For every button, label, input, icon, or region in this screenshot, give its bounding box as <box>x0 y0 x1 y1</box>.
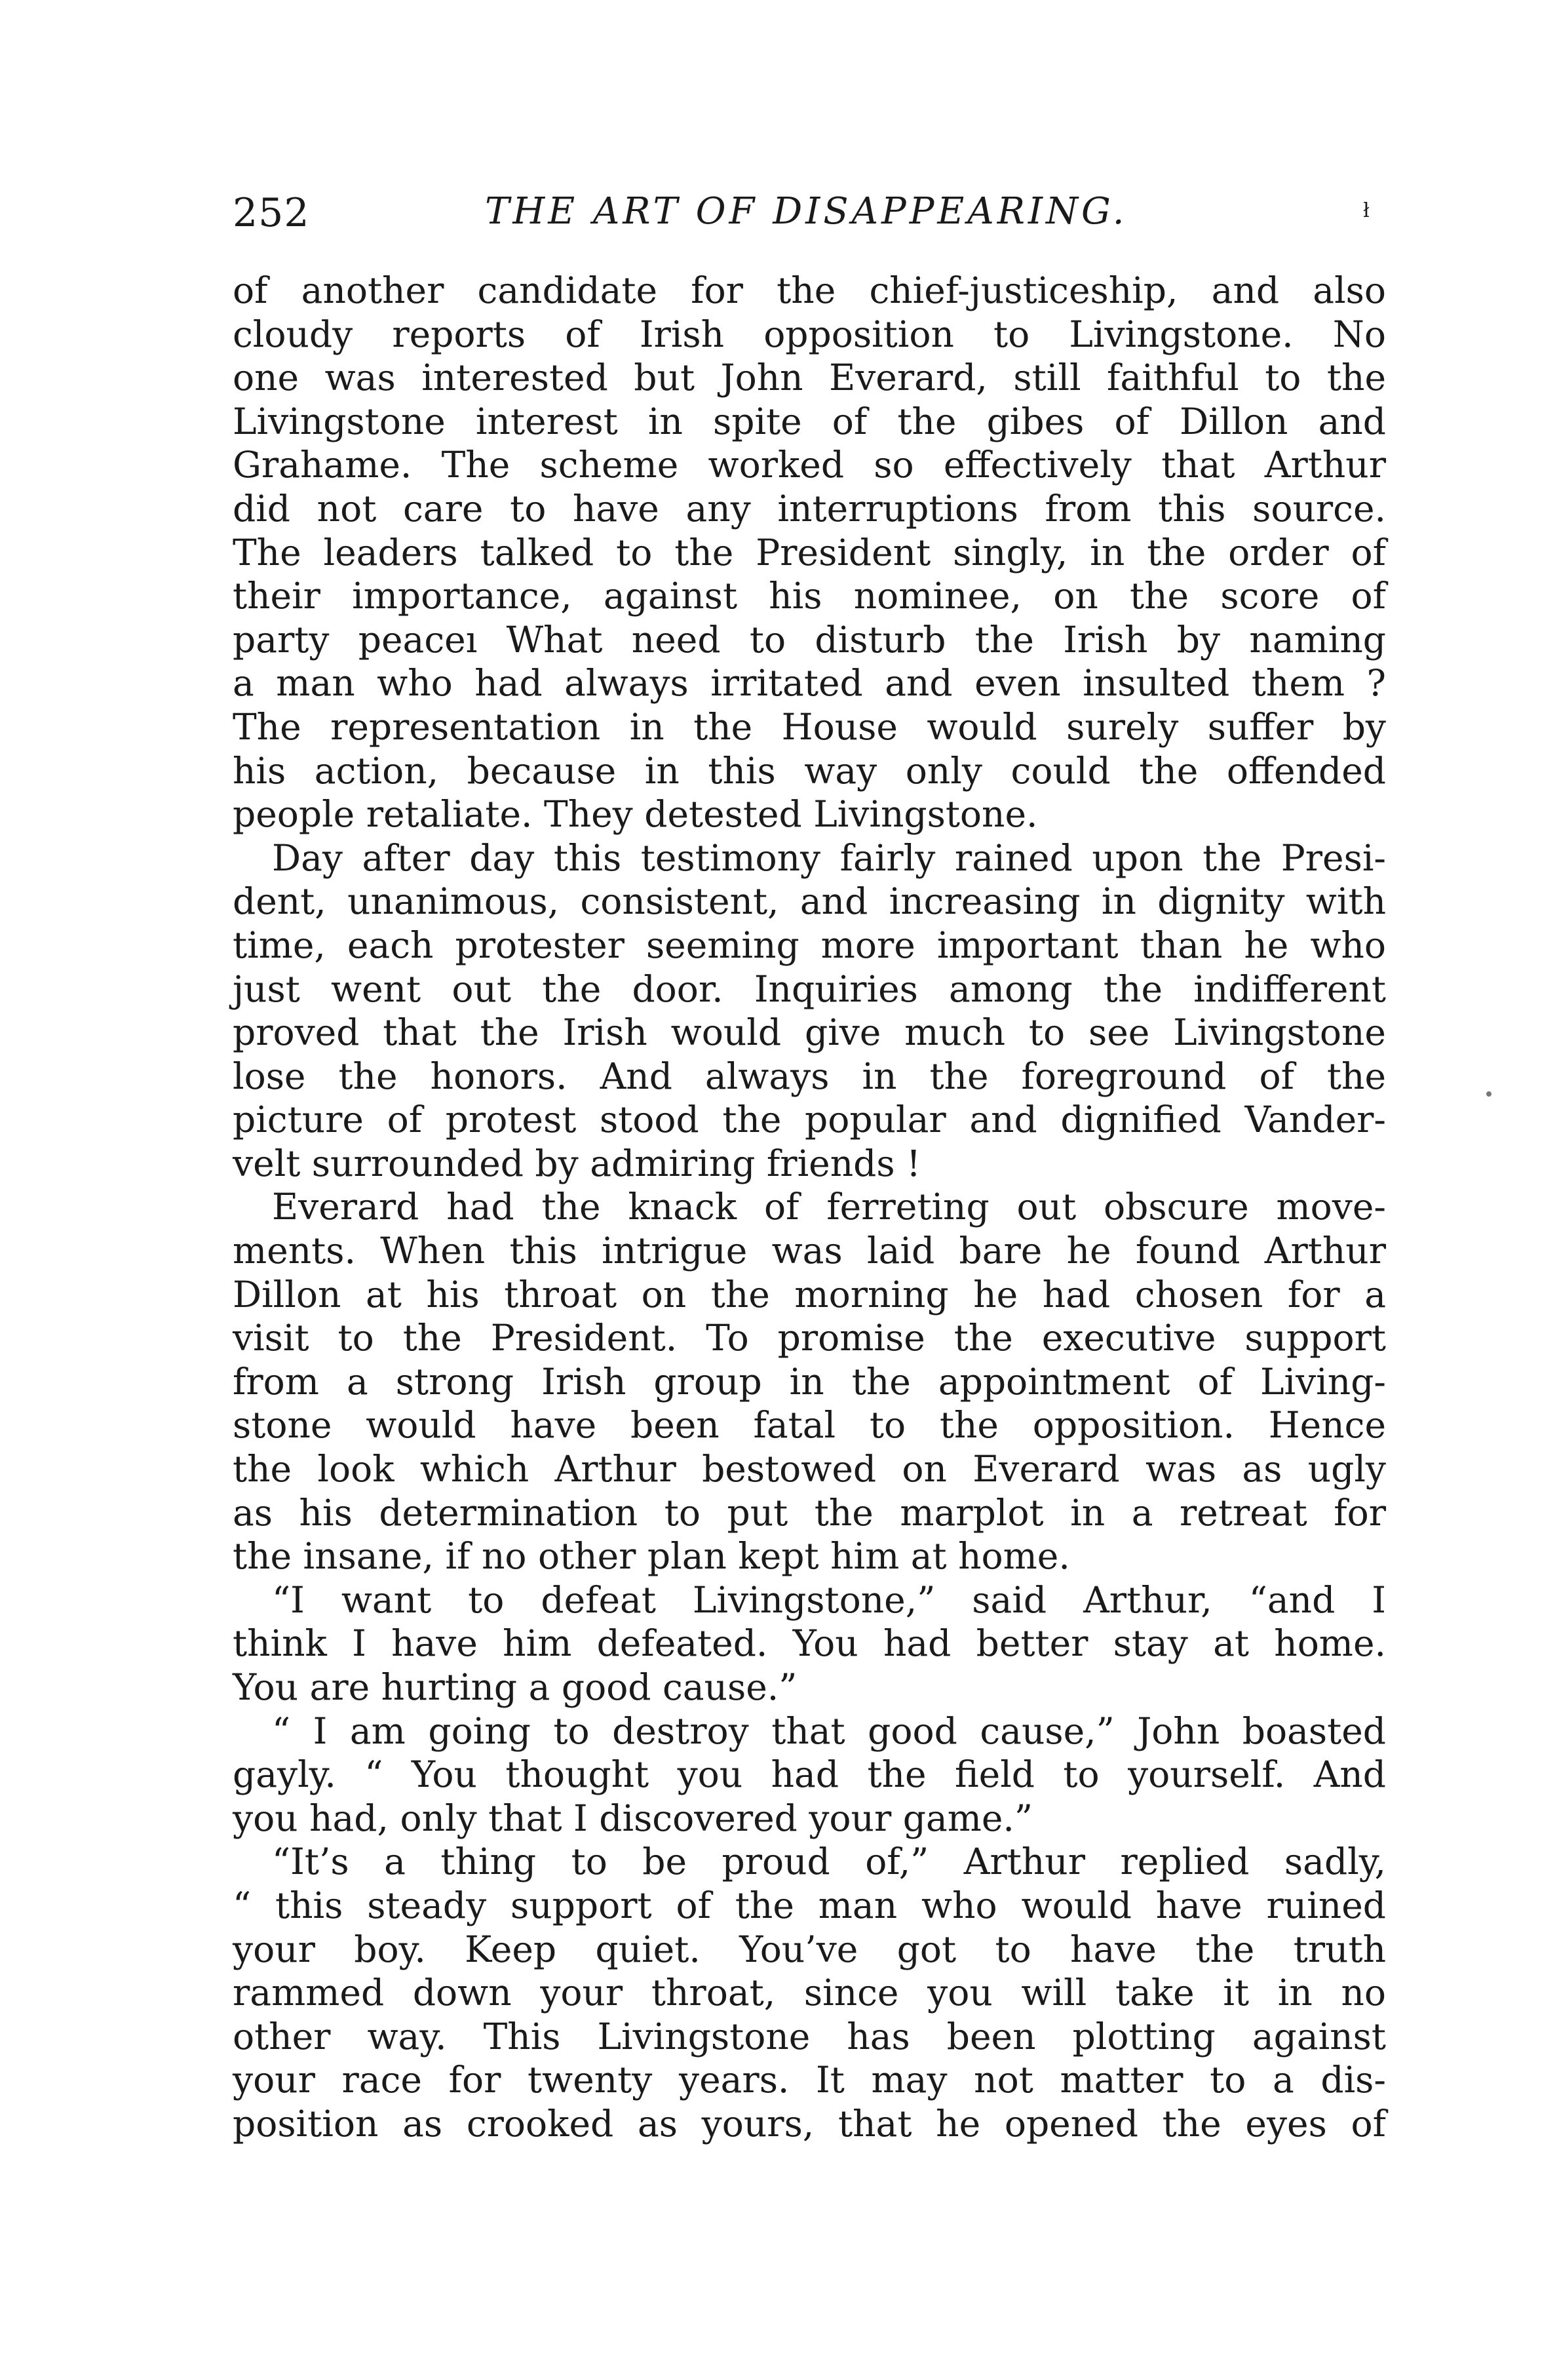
text-line: as his determination to put the marplot in a retreat for <box>233 1491 1386 1534</box>
text-line: the look which Arthur bestowed on Everard was as ugly <box>233 1448 1386 1491</box>
text-line: “ I am going to destroy that good cause,” John boasted <box>272 1709 1386 1752</box>
text-line: party peaceı What need to disturb the Irish by naming <box>233 618 1386 661</box>
text-line: The representation in the House would surely suffer by <box>233 705 1386 748</box>
text-line: a man who had always irritated and even insulted them ? <box>233 662 1386 705</box>
text-line: your race for twenty years. It may not matter to a dis- <box>233 2059 1386 2101</box>
page-header <box>233 190 1399 249</box>
text-line: time, each protester seeming more important than he who <box>233 924 1386 966</box>
text-line: dent, unanimous, consistent, and increasing in dignity with <box>233 880 1386 923</box>
text-line: gayly. “ You thought you had the field to yourself. And <box>233 1753 1386 1796</box>
text-line: Grahame. The scheme worked so effectively that Arthur <box>233 444 1386 486</box>
text-line: Everard had the knack of ferreting out obscure move- <box>272 1186 1386 1228</box>
text-line: “It’s a thing to be proud of,” Arthur replied sadly, <box>272 1841 1386 1883</box>
text-line: proved that the Irish would give much to see Livingstone <box>233 1011 1386 1054</box>
text-line: one was interested but John Everard, still faithful to the <box>233 357 1386 399</box>
text-line: velt surrounded by admiring friends ! <box>233 1142 921 1184</box>
text-line: your boy. Keep quiet. You’ve got to have the truth <box>233 1928 1386 1970</box>
text-line: you had, only that I discovered your game.” <box>233 1797 1033 1839</box>
running-title: THE ART OF DISAPPEARING. <box>485 190 1128 233</box>
text-line: lose the honors. And always in the foreground of the <box>233 1055 1386 1097</box>
print-speck <box>1486 1091 1492 1097</box>
text-line: position as crooked as yours, that he opened the eyes of <box>233 2102 1386 2145</box>
text-line: of another candidate for the chief-justiceship, and also <box>233 269 1386 311</box>
header-mark: ł <box>1363 199 1370 222</box>
text-line: Livingstone interest in spite of the gibes of Dillon and <box>233 400 1386 442</box>
text-line: people retaliate. They detested Livingstone. <box>233 793 1038 836</box>
text-line: “I want to defeat Livingstone,” said Arthur, “and I <box>272 1578 1386 1621</box>
text-line: picture of protest stood the popular and dignified Vander- <box>233 1099 1386 1141</box>
text-line: just went out the door. Inquiries among the indifferent <box>233 967 1386 1010</box>
text-line: You are hurting a good cause.” <box>233 1666 798 1708</box>
page-number: 252 <box>233 190 310 236</box>
text-line: the insane, if no other plan kept him at home. <box>233 1535 1070 1578</box>
text-line: their importance, against his nominee, on the score of <box>233 575 1386 617</box>
text-line: think I have him defeated. You had better stay at home. <box>233 1622 1386 1665</box>
text-line: ments. When this intrigue was laid bare he found Arthur <box>233 1230 1386 1272</box>
text-line: Dillon at his throat on the morning he had chosen for a <box>233 1273 1386 1316</box>
text-line: The leaders talked to the President singly, in the order of <box>233 531 1386 574</box>
text-line: “ this steady support of the man who would have ruined <box>233 1884 1386 1926</box>
text-line: from a strong Irish group in the appointment of Living- <box>233 1360 1386 1403</box>
text-line: his action, because in this way only could the offended <box>233 749 1386 792</box>
text-line: cloudy reports of Irish opposition to Livingstone. No <box>233 313 1386 355</box>
text-line: other way. This Livingstone has been plotting against <box>233 2015 1386 2058</box>
text-line: did not care to have any interruptions from this source. <box>233 487 1386 530</box>
text-line: visit to the President. To promise the executive support <box>233 1317 1386 1359</box>
text-line: stone would have been fatal to the opposition. Hence <box>233 1404 1386 1447</box>
text-line: Day after day this testimony fairly rained upon the Presi- <box>272 836 1386 879</box>
body-text <box>233 269 1386 2146</box>
text-line: rammed down your throat, since you will take it in no <box>233 1972 1386 2014</box>
